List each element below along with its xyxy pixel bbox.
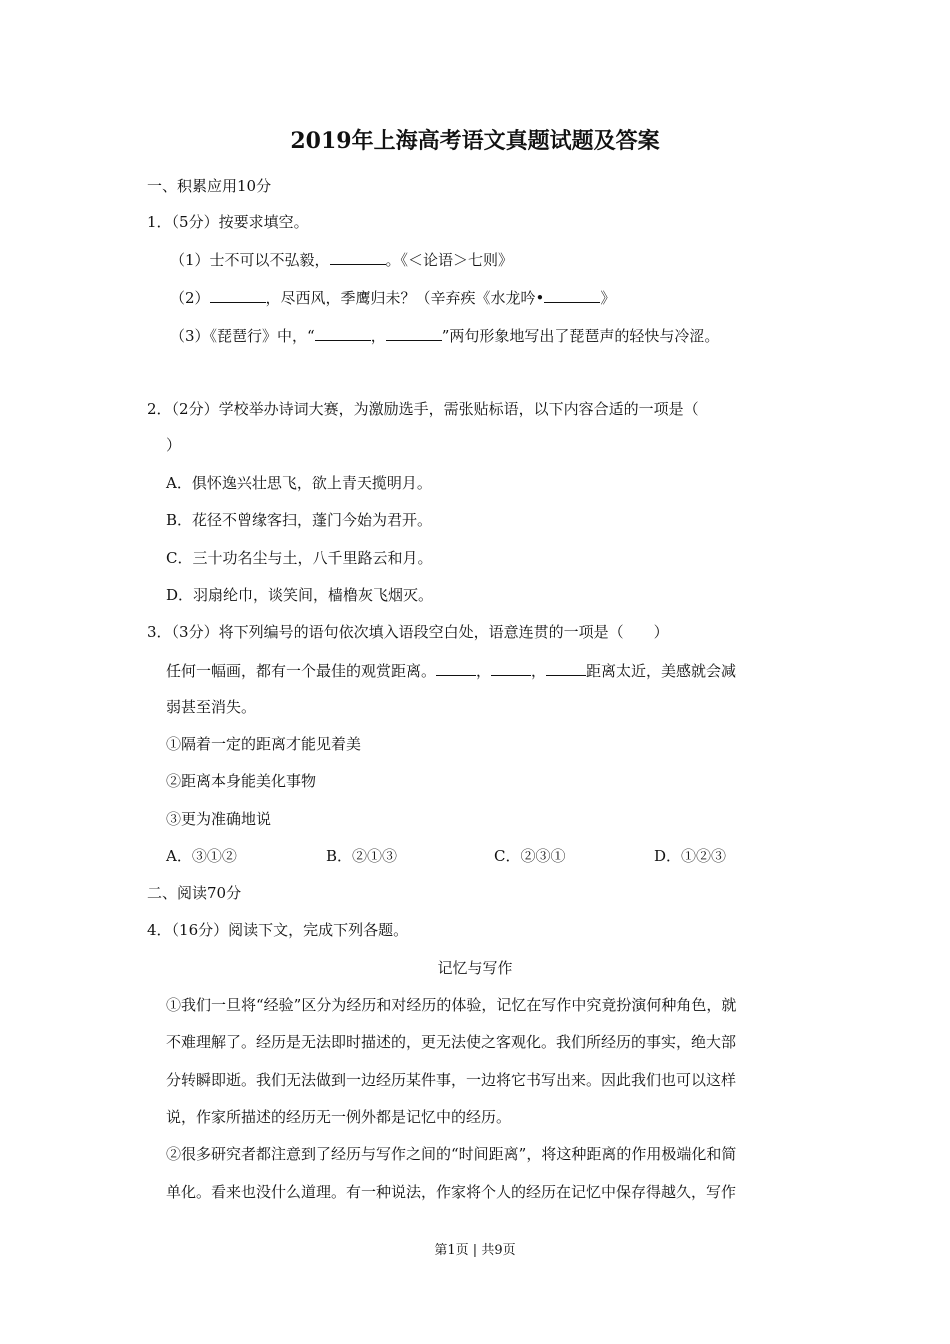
question-1-stem: 1．（5分）按要求填空。 bbox=[147, 213, 309, 231]
question-3-option-a[interactable]: A．③①② bbox=[166, 847, 237, 865]
question-3-stem: 3．（3分）将下列编号的语句依次填入语段空白处，语意连贯的一项是（ ） bbox=[147, 623, 669, 641]
sub3-text-c: ”两句形象地写出了琵琶声的轻快与冷涩。 bbox=[441, 327, 720, 345]
fill-blank[interactable] bbox=[546, 660, 586, 676]
fill-blank[interactable] bbox=[210, 287, 266, 303]
question-3-item-3: ③更为准确地说 bbox=[166, 810, 272, 828]
sub2-text-b: ，尽西风，季鹰归未？（辛弃疾《水龙吟• bbox=[265, 289, 545, 307]
question-4-stem: 4．（16分）阅读下文，完成下列各题。 bbox=[147, 921, 409, 939]
para-text-b: 距离太近，美感就会减 bbox=[586, 662, 737, 680]
para-sep: ， bbox=[531, 662, 547, 680]
fill-blank[interactable] bbox=[544, 287, 600, 303]
sub3-text-a: （3）《琵琶行》中，“ bbox=[170, 327, 315, 345]
fill-blank[interactable] bbox=[436, 660, 476, 676]
fill-blank[interactable] bbox=[386, 325, 442, 341]
para-sep: ， bbox=[476, 662, 492, 680]
question-3-item-1: ①隔着一定的距离才能见着美 bbox=[166, 735, 362, 753]
sub3-text-b: ， bbox=[370, 327, 386, 345]
sub1-text-b: 。《＜论语＞七则》 bbox=[385, 251, 514, 269]
sub2-text-a: （2） bbox=[170, 289, 210, 307]
article-line: ②很多研究者都注意到了经历与写作之间的“时间距离”，将这种距离的作用极端化和简 bbox=[166, 1145, 737, 1163]
question-2-stem: 2．（2分）学校举办诗词大赛，为激励选手，需张贴标语，以下内容合适的一项是（ bbox=[147, 400, 699, 418]
fill-blank[interactable] bbox=[330, 249, 386, 265]
question-2-stem-end: ） bbox=[166, 436, 182, 454]
sub1-text-a: （1）士不可以不弘毅， bbox=[170, 251, 330, 269]
article-line: ①我们一旦将“经验”区分为经历和对经历的体验，记忆在写作中究竟扮演何种角色，就 bbox=[166, 996, 737, 1014]
fill-blank[interactable] bbox=[491, 660, 531, 676]
article-line: 分转瞬即逝。我们无法做到一边经历某件事，一边将它书写出来。因此我们也可以这样 bbox=[166, 1071, 737, 1089]
question-2-option-c[interactable]: C．三十功名尘与土，八千里路云和月。 bbox=[166, 549, 433, 567]
article-line: 不难理解了。经历是无法即时描述的，更无法使之客观化。我们所经历的事实，绝大部 bbox=[166, 1033, 737, 1051]
question-1-sub-1 bbox=[170, 249, 513, 270]
page-title: 2019年上海高考语文真题试题及答案 bbox=[290, 128, 660, 154]
fill-blank[interactable] bbox=[315, 325, 371, 341]
page-footer: 第1页 | 共9页 bbox=[434, 1243, 516, 1258]
question-2-option-a[interactable]: A．俱怀逸兴壮思飞，欲上青天揽明月。 bbox=[166, 474, 432, 492]
para-text-a: 任何一幅画，都有一个最佳的观赏距离。 bbox=[166, 662, 437, 680]
question-1-sub-2 bbox=[170, 287, 615, 308]
question-3-paragraph bbox=[166, 660, 736, 681]
section-heading-1: 一、积累应用10分 bbox=[147, 177, 272, 195]
question-3-paragraph-line-2: 弱甚至消失。 bbox=[166, 698, 257, 716]
question-1-sub-3 bbox=[170, 325, 719, 346]
question-3-option-d[interactable]: D．①②③ bbox=[654, 847, 727, 865]
article-line: 说，作家所描述的经历无一例外都是记忆中的经历。 bbox=[166, 1108, 512, 1126]
article-line: 单化。看来也没什么道理。有一种说法，作家将个人的经历在记忆中保存得越久，写作 bbox=[166, 1183, 737, 1201]
question-3-item-2: ②距离本身能美化事物 bbox=[166, 772, 317, 790]
question-3-option-c[interactable]: C．②③① bbox=[494, 847, 566, 865]
article-title: 记忆与写作 bbox=[437, 959, 513, 977]
question-3-option-b[interactable]: B．②①③ bbox=[326, 847, 398, 865]
section-heading-2: 二、阅读70分 bbox=[147, 884, 242, 902]
question-2-option-d[interactable]: D．羽扇纶巾，谈笑间，樯橹灰飞烟灭。 bbox=[166, 586, 434, 604]
question-2-option-b[interactable]: B．花径不曾缘客扫，蓬门今始为君开。 bbox=[166, 511, 433, 529]
sub2-text-c: 》 bbox=[600, 289, 616, 307]
